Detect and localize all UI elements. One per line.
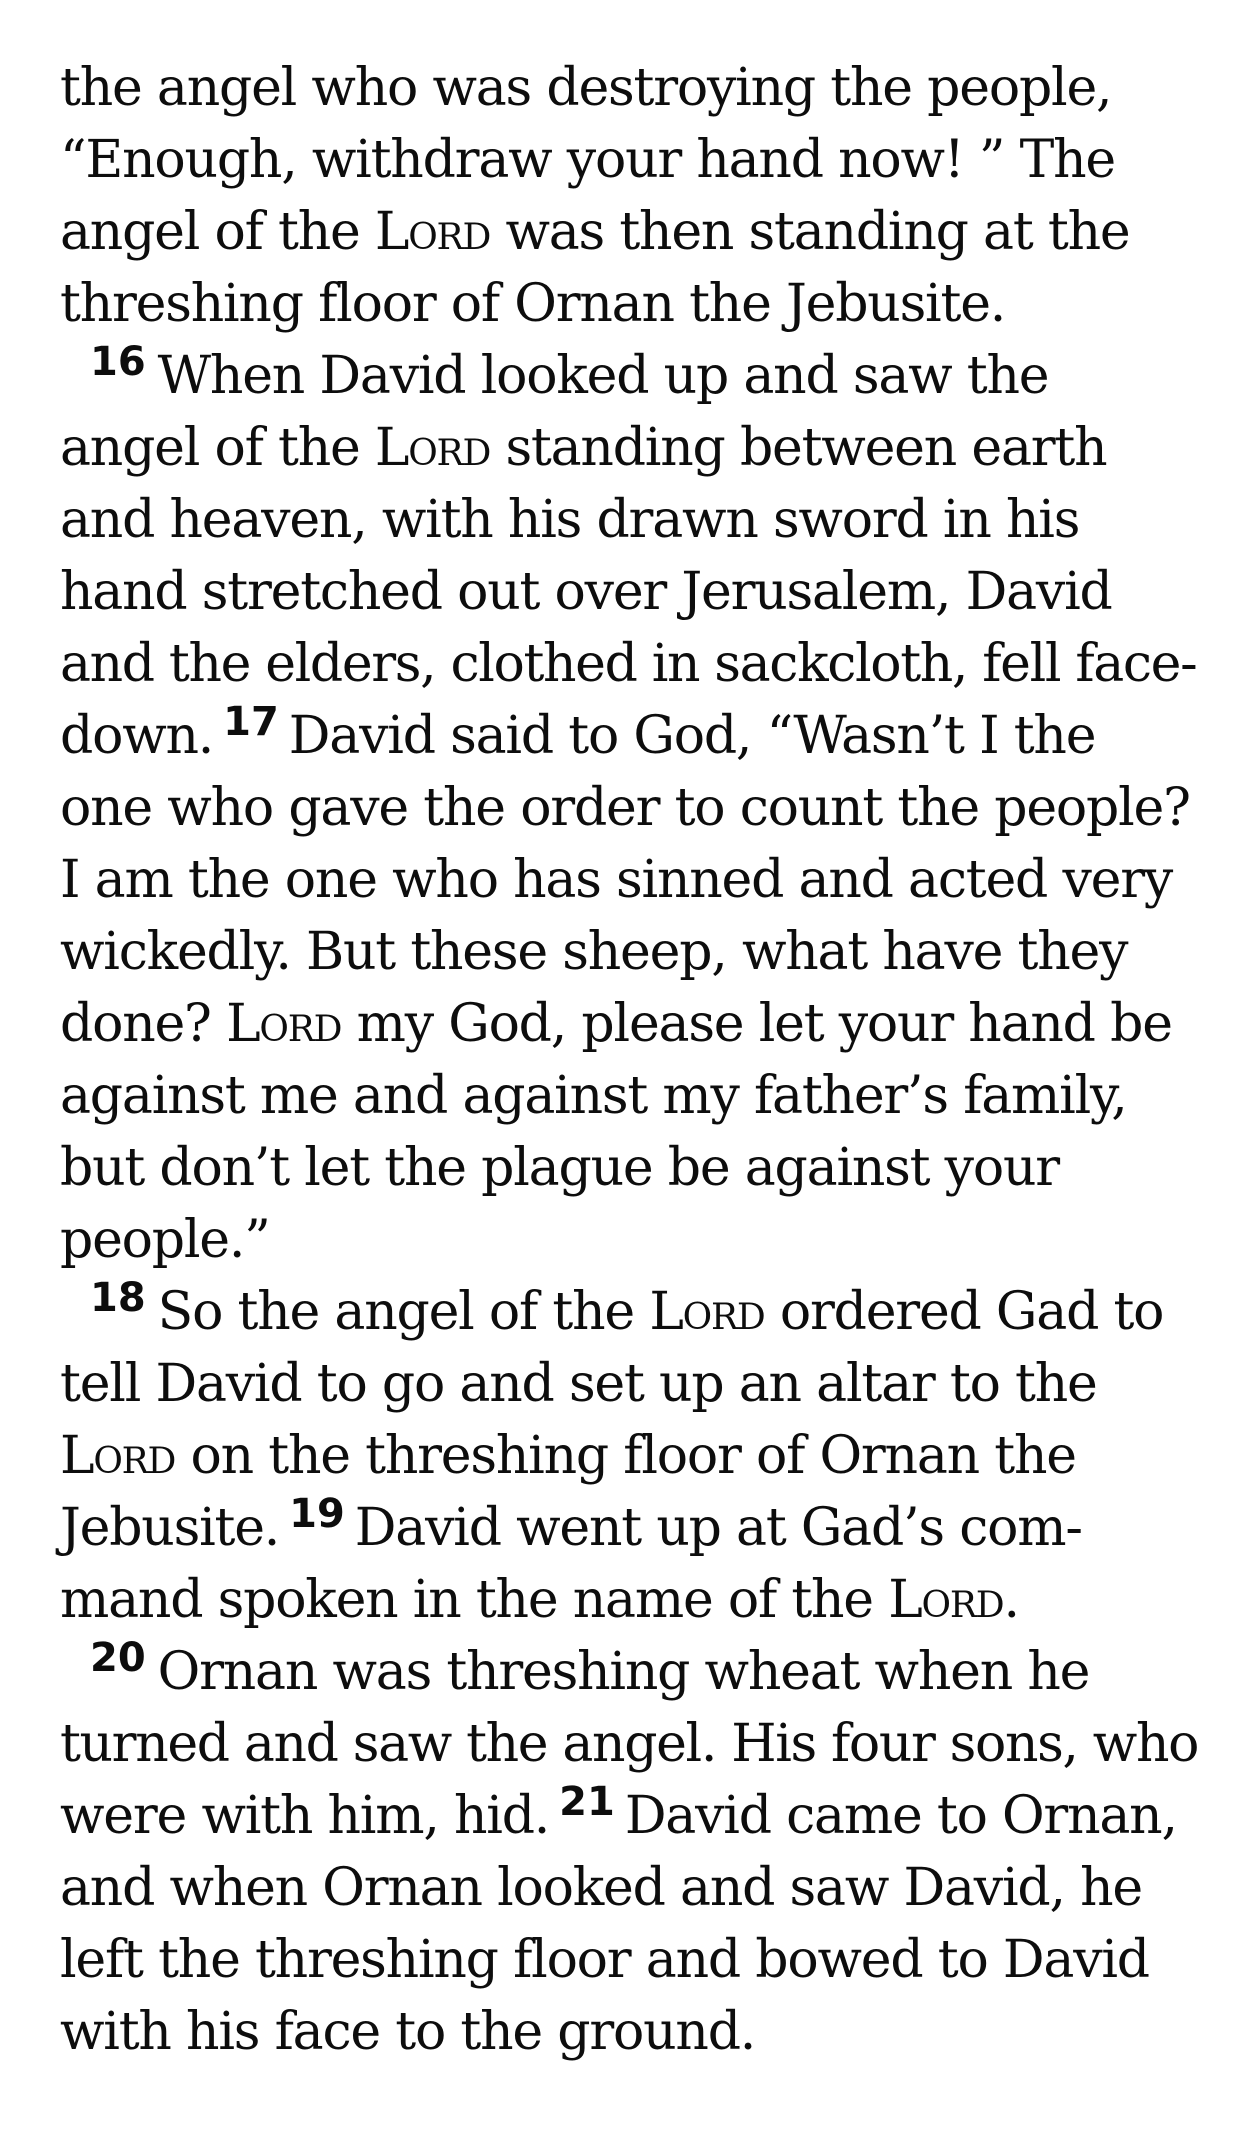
- verse-text: David said to God, “Wasn’t I the: [288, 706, 1096, 766]
- verse-text: and heaven, with his drawn sword in his: [60, 490, 1080, 550]
- verse-text: turned and saw the angel. His four sons, who: [60, 1714, 1199, 1774]
- text-line: [60, 988, 1182, 1060]
- text-line: [60, 1348, 1182, 1420]
- text-line: [60, 1852, 1182, 1924]
- verse-text: was then standing at the: [490, 202, 1130, 262]
- verse-number-21[interactable]: 21: [559, 1779, 615, 1825]
- text-line: [60, 1276, 1182, 1348]
- divine-name: Lord: [60, 1426, 176, 1486]
- text-line: [60, 844, 1182, 916]
- text-line: [60, 484, 1182, 556]
- verse-text: David came to Ornan,: [624, 1786, 1177, 1846]
- verse-text: done?: [60, 994, 227, 1054]
- text-line: [60, 124, 1182, 196]
- verse-text: angel of the: [60, 202, 375, 262]
- text-line: [60, 1420, 1182, 1492]
- verse-text: and when Ornan looked and saw David, he: [60, 1858, 1142, 1918]
- text-line: [60, 412, 1182, 484]
- verse-text: people.”: [60, 1210, 270, 1270]
- verse-text: hand stretched out over Jerusalem, David: [60, 562, 1112, 622]
- text-line: [60, 1708, 1199, 1780]
- text-line: [60, 628, 1197, 700]
- verse-number-19[interactable]: 19: [289, 1491, 345, 1537]
- verse-text: wickedly. But these sheep, what have they: [60, 922, 1128, 982]
- text-line: [60, 1564, 1182, 1636]
- verse-text: one who gave the order to count the people?: [60, 778, 1190, 838]
- verse-text: “Enough, withdraw your hand now! ” The: [60, 130, 1115, 190]
- text-line: [60, 340, 1182, 412]
- verse-number-18[interactable]: 18: [90, 1275, 146, 1321]
- text-line: [60, 556, 1182, 628]
- text-line: [60, 1996, 1182, 2068]
- divine-name: Lord: [649, 1282, 765, 1342]
- verse-text: So the angel of the: [157, 1282, 650, 1342]
- text-line: [60, 52, 1182, 124]
- verse-text: with his face to the ground.: [60, 2002, 756, 2062]
- verse-text: David went up at Gad’s com-: [354, 1498, 1082, 1558]
- text-line: [60, 196, 1182, 268]
- divine-name: Lord: [374, 418, 491, 478]
- verse-text: and the elders, clothed in sackcloth, fell face-: [60, 634, 1197, 694]
- verse-text: the angel who was destroying the people,: [60, 58, 1112, 118]
- verse-text: against me and against my father’s family,: [60, 1066, 1127, 1126]
- verse-text: on the threshing floor of Ornan the: [175, 1426, 1076, 1486]
- verse-text: but don’t let the plague be against your: [60, 1138, 1059, 1198]
- verse-text: were with him, hid.: [60, 1786, 550, 1846]
- text-line: [60, 1132, 1182, 1204]
- text-line: [60, 1060, 1182, 1132]
- verse-text: .: [1003, 1570, 1019, 1630]
- divine-name: Lord: [374, 202, 491, 262]
- text-line: [60, 1924, 1182, 1996]
- verse-text: Ornan was threshing wheat when he: [157, 1642, 1090, 1702]
- divine-name: Lord: [226, 994, 342, 1054]
- verse-text: left the threshing floor and bowed to David: [60, 1930, 1149, 1990]
- verse-text: Jebusite.: [60, 1498, 280, 1558]
- verse-text: down.: [60, 706, 214, 766]
- text-line: [60, 1204, 1182, 1276]
- verse-number-16[interactable]: 16: [90, 339, 146, 385]
- verse-text: my God, please let your hand be: [341, 994, 1172, 1054]
- text-line: [60, 268, 1182, 340]
- text-line: [60, 1492, 1182, 1564]
- verse-text: threshing floor of Ornan the Jebusite.: [60, 274, 1006, 334]
- text-line: [60, 916, 1182, 988]
- text-line: [60, 772, 1190, 844]
- text-line: [60, 700, 1182, 772]
- verse-text: I am the one who has sinned and acted very: [60, 850, 1173, 910]
- verse-text: ordered Gad to: [764, 1282, 1164, 1342]
- verse-text: When David looked up and saw the: [157, 346, 1049, 406]
- text-line: [60, 1780, 1182, 1852]
- verse-text: mand spoken in the name of the: [60, 1570, 889, 1630]
- verse-text: angel of the: [60, 418, 375, 478]
- verse-text: standing between earth: [490, 418, 1107, 478]
- verse-number-17[interactable]: 17: [223, 699, 279, 745]
- verse-number-20[interactable]: 20: [90, 1635, 146, 1681]
- text-line: [60, 1636, 1182, 1708]
- divine-name: Lord: [888, 1570, 1004, 1630]
- verse-text: tell David to go and set up an altar to the: [60, 1354, 1097, 1414]
